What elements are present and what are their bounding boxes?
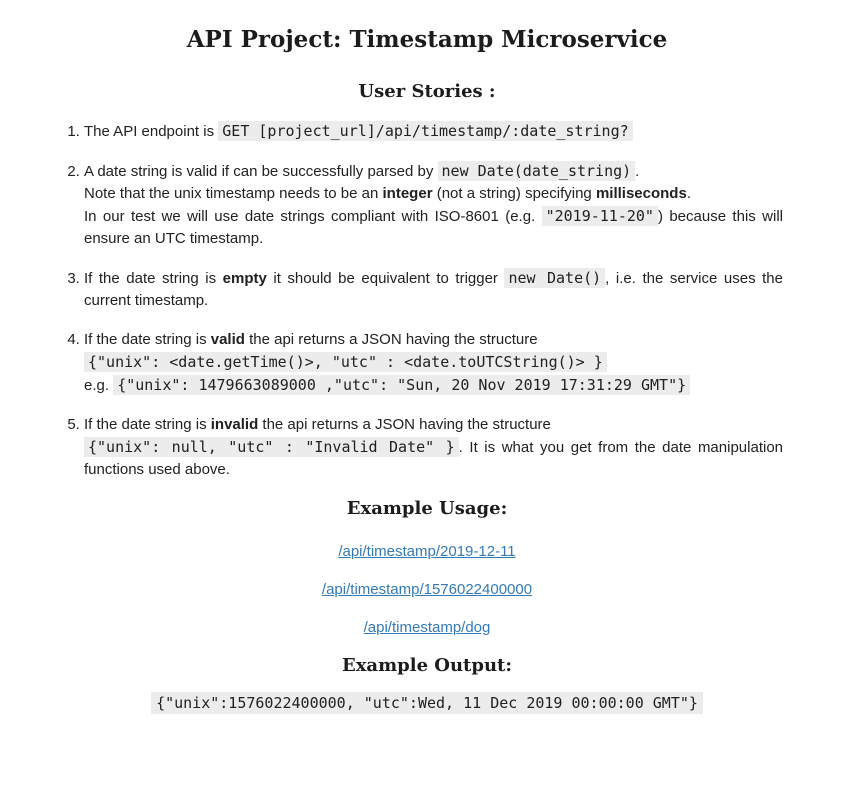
example-link-row (44, 541, 810, 563)
example-link-date-string[interactable]: /api/timestamp/2019-12-11 (338, 543, 516, 560)
inline-code: new Date() (504, 268, 605, 288)
content-area (44, 26, 810, 745)
example-link-invalid-date[interactable]: /api/timestamp/dog (363, 619, 491, 636)
user-story-item-1: 1. The API endpoint is GET [project_url]/api/timestamp/:date_string? (84, 120, 783, 143)
example-usage-heading: Example Usage: (346, 498, 508, 519)
inline-code: GET [project_url]/api/timestamp/:date_string? (218, 121, 632, 141)
example-link-unix-timestamp[interactable]: /api/timestamp/1576022400000 (321, 581, 533, 598)
user-story-item-2: 2. A date string is valid if can be successfully parsed by new Date(date_string) . Note that the unix timestamp needs to be an integer (not a string) specifying milliseconds. In our test we will use date strings compliant with ISO-8601 (e.g. "2019-11-20" ) because this will ensure an UTC timestamp. (84, 160, 783, 250)
example-link-row (44, 579, 810, 601)
example-output-row (44, 692, 810, 715)
example-output-heading: Example Output: (341, 655, 512, 676)
inline-code: "2019-11-20" (542, 206, 658, 226)
user-story-item-3: 3. If the date string is empty it should be equivalent to trigger new Date() , i.e. the service uses the current timestamp. (84, 267, 783, 312)
page-title: API Project: Timestamp Microservice (186, 26, 668, 53)
inline-code: {"unix": 1479663089000 ,"utc": "Sun, 20 Nov 2019 17:31:29 GMT"} (113, 375, 690, 395)
inline-code: {"unix": <date.getTime()>, "utc" : <date.toUTCString()> } (84, 352, 607, 372)
example-output-code: {"unix":1576022400000, "utc":Wed, 11 Dec 2019 00:00:00 GMT"} (151, 692, 703, 714)
user-stories-list (44, 120, 783, 481)
user-story-item-5: 5. If the date string is invalid the api returns a JSON having the structure {"unix": null, "utc" : "Invalid Date" } . It is what you get from the date manipulation functions used above. (84, 414, 783, 481)
example-link-row (44, 617, 810, 639)
inline-code: {"unix": null, "utc" : "Invalid Date" } (84, 437, 459, 457)
inline-code: new Date(date_string) (438, 161, 636, 181)
user-story-item-4: 4. If the date string is valid the api returns a JSON having the structure {"unix": <date.getTime()>, "utc" : <date.toUTCString()> } e.g. {"unix": 1479663089000 ,"utc": "Sun, 20 Nov 2019 17:31:29 GMT"} (84, 329, 783, 397)
user-stories-heading: User Stories : (358, 81, 496, 102)
